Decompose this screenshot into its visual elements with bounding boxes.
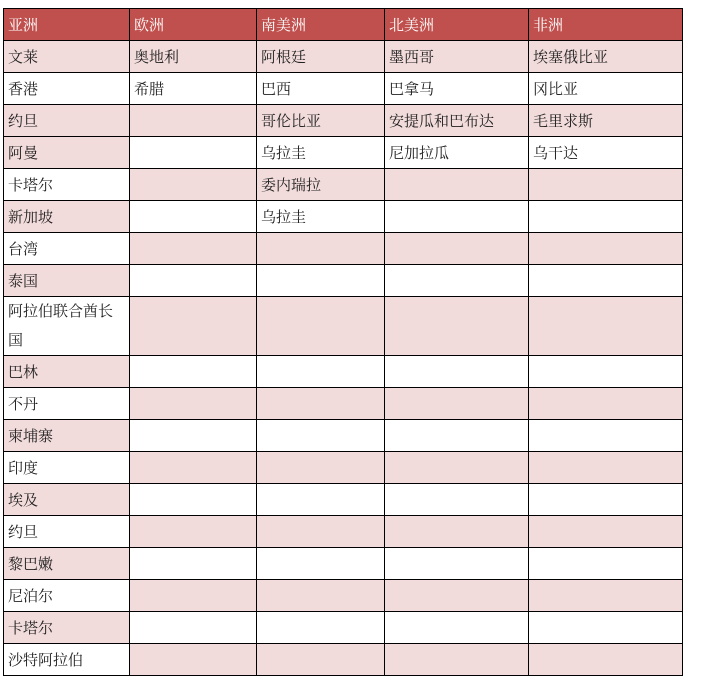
table-cell (385, 452, 529, 484)
table-row (4, 201, 683, 233)
table-cell (385, 516, 529, 548)
table-cell (385, 265, 529, 297)
table-cell: 阿根廷 (257, 41, 385, 73)
table-cell (257, 516, 385, 548)
table-cell (529, 548, 683, 580)
table-cell (130, 452, 257, 484)
table-cell: 乌干达 (529, 137, 683, 169)
table-row (4, 265, 683, 297)
table-cell (385, 612, 529, 644)
header-africa: 非洲 (529, 9, 683, 41)
table-cell: 卡塔尔 (4, 612, 130, 644)
table-cell (130, 265, 257, 297)
table-cell: 哥伦比亚 (257, 105, 385, 137)
table-cell: 不丹 (4, 388, 130, 420)
table-cell (130, 356, 257, 388)
table-cell (529, 201, 683, 233)
table-cell (385, 484, 529, 516)
header-north-america: 北美洲 (385, 9, 529, 41)
table-cell (257, 452, 385, 484)
table-cell (529, 516, 683, 548)
header-europe: 欧洲 (130, 9, 257, 41)
table-cell: 冈比亚 (529, 73, 683, 105)
table-cell (130, 105, 257, 137)
table-row (4, 452, 683, 484)
table-cell: 埃及 (4, 484, 130, 516)
table-cell (529, 356, 683, 388)
table-row (4, 644, 683, 676)
table-row (4, 233, 683, 265)
table-row (4, 612, 683, 644)
table-cell (257, 484, 385, 516)
table-cell: 巴林 (4, 356, 130, 388)
table-row (4, 548, 683, 580)
table-cell (130, 297, 257, 356)
table-cell (257, 356, 385, 388)
table-cell: 尼加拉瓜 (385, 137, 529, 169)
table-cell: 印度 (4, 452, 130, 484)
table-row (4, 41, 683, 73)
table-cell: 毛里求斯 (529, 105, 683, 137)
table-cell (257, 548, 385, 580)
table-cell (385, 548, 529, 580)
table-cell: 安提瓜和巴布达 (385, 105, 529, 137)
table-cell (529, 644, 683, 676)
table-cell: 奥地利 (130, 41, 257, 73)
header-asia: 亚洲 (4, 9, 130, 41)
header-south-america: 南美洲 (257, 9, 385, 41)
table-cell (257, 297, 385, 356)
table-cell (257, 644, 385, 676)
table-row (4, 356, 683, 388)
table-cell: 埃塞俄比亚 (529, 41, 683, 73)
table-cell (385, 644, 529, 676)
table-cell (130, 201, 257, 233)
table-cell (529, 297, 683, 356)
table-cell (529, 233, 683, 265)
table-cell (529, 484, 683, 516)
table-cell (385, 580, 529, 612)
table-cell: 柬埔寨 (4, 420, 130, 452)
table-cell: 香港 (4, 73, 130, 105)
table-cell: 约旦 (4, 516, 130, 548)
table-cell: 墨西哥 (385, 41, 529, 73)
table-cell (529, 612, 683, 644)
header-row (4, 9, 683, 41)
table-row (4, 105, 683, 137)
continent-country-table (3, 8, 683, 676)
table-cell (130, 516, 257, 548)
table-cell (385, 388, 529, 420)
table-cell (130, 388, 257, 420)
table-cell (130, 484, 257, 516)
table-cell (257, 265, 385, 297)
table-cell (529, 169, 683, 201)
table-cell (130, 420, 257, 452)
table-cell (385, 201, 529, 233)
table-cell (385, 420, 529, 452)
table-cell (529, 452, 683, 484)
table-cell: 阿拉伯联合酋长国 (4, 297, 130, 356)
table-cell (130, 548, 257, 580)
table-cell: 卡塔尔 (4, 169, 130, 201)
table-cell (529, 388, 683, 420)
table-cell: 沙特阿拉伯 (4, 644, 130, 676)
table-cell: 阿曼 (4, 137, 130, 169)
table-cell: 黎巴嫩 (4, 548, 130, 580)
table-cell: 巴西 (257, 73, 385, 105)
table-cell (130, 169, 257, 201)
table-cell: 巴拿马 (385, 73, 529, 105)
table-cell (257, 233, 385, 265)
table-row (4, 388, 683, 420)
table-cell (130, 580, 257, 612)
table-cell: 乌拉圭 (257, 201, 385, 233)
table-cell: 尼泊尔 (4, 580, 130, 612)
table-cell (385, 356, 529, 388)
table-cell: 台湾 (4, 233, 130, 265)
table-cell (257, 612, 385, 644)
table-row (4, 169, 683, 201)
table-cell: 新加坡 (4, 201, 130, 233)
table-cell (385, 297, 529, 356)
table-cell: 泰国 (4, 265, 130, 297)
table-cell: 文莱 (4, 41, 130, 73)
table-cell (529, 420, 683, 452)
table-cell (385, 233, 529, 265)
table-cell (130, 233, 257, 265)
table-cell (385, 169, 529, 201)
table-row (4, 73, 683, 105)
table-cell (257, 388, 385, 420)
table-row (4, 420, 683, 452)
table-cell (529, 265, 683, 297)
table-cell (130, 612, 257, 644)
table-cell (529, 580, 683, 612)
table-cell (130, 137, 257, 169)
table-cell (257, 420, 385, 452)
table-row (4, 580, 683, 612)
table-cell: 希腊 (130, 73, 257, 105)
table-cell: 乌拉圭 (257, 137, 385, 169)
table-cell (130, 644, 257, 676)
table-cell: 约旦 (4, 105, 130, 137)
table-cell (257, 580, 385, 612)
table-row (4, 484, 683, 516)
table-cell: 委内瑞拉 (257, 169, 385, 201)
table-row (4, 297, 683, 356)
table-row (4, 516, 683, 548)
table-row (4, 137, 683, 169)
